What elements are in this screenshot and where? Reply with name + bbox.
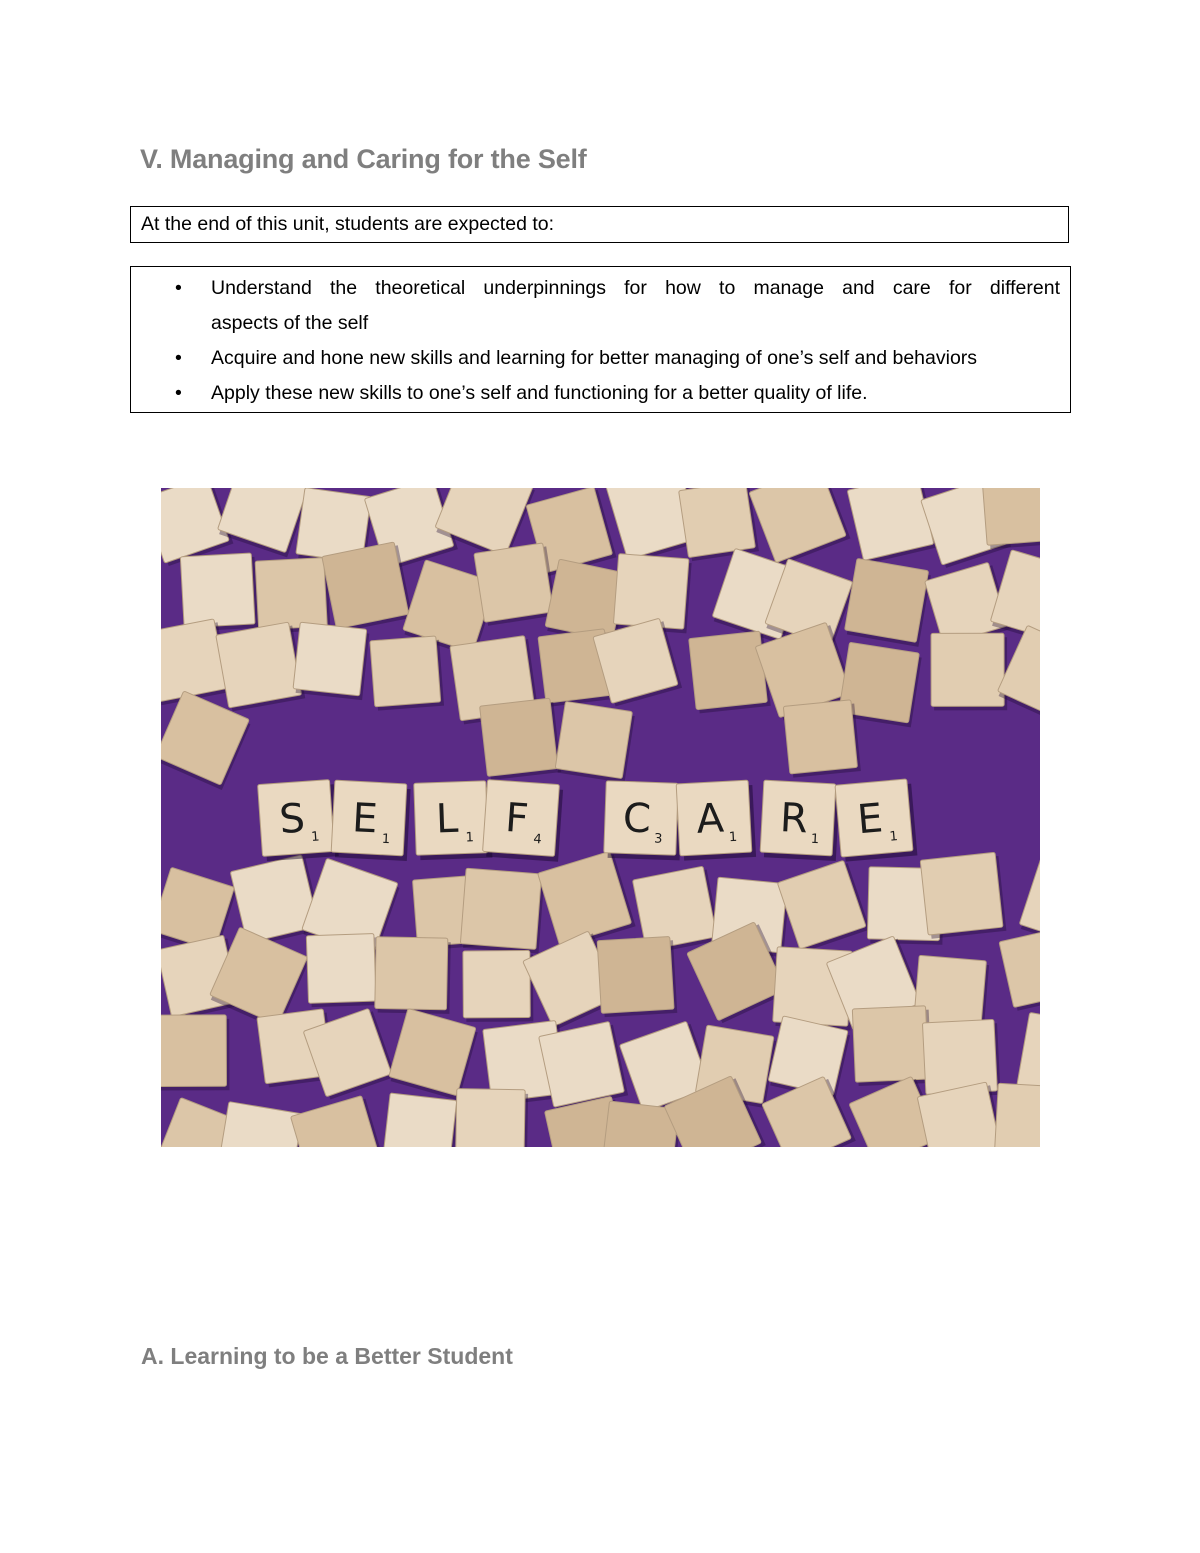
- blank-tile: [456, 1089, 529, 1147]
- objectives-box: [130, 266, 1071, 413]
- letter-tile: [331, 780, 411, 861]
- tile-letter: S: [277, 795, 307, 844]
- blank-tile: [783, 700, 861, 778]
- tile-value: 1: [310, 829, 321, 845]
- letter-tile: [676, 780, 756, 861]
- letter-tile: [482, 780, 563, 862]
- subsection-title: A. Learning to be a Better Student: [141, 1343, 513, 1369]
- tile-letter: L: [435, 795, 459, 843]
- letter-tile: [414, 781, 493, 861]
- blank-tile: [480, 698, 562, 781]
- objectives-list: [131, 271, 1070, 411]
- blank-tile: [555, 701, 636, 783]
- tile-value: 1: [381, 831, 391, 848]
- blank-tile: [931, 633, 1007, 710]
- tile-letter: R: [778, 795, 810, 843]
- page-title: V. Managing and Caring for the Self: [140, 144, 587, 174]
- objective-item: [131, 271, 1070, 341]
- letter-tile: [760, 780, 840, 861]
- objective-text: Understand the theoretical underpinnings for how to manage and care for different: [211, 277, 1060, 299]
- blank-tile: [382, 1093, 459, 1147]
- tile-value: 4: [532, 831, 543, 848]
- letter-tile: [258, 779, 339, 861]
- blank-tile: [852, 1006, 932, 1087]
- blank-tile: [597, 936, 677, 1017]
- tile-letter: F: [503, 794, 531, 843]
- tile-letter: E: [351, 795, 379, 843]
- objective-text: Acquire and hone new skills and learning for better managing of one’s self and behaviors: [211, 347, 978, 369]
- blank-tile: [474, 542, 557, 626]
- objective-text: Apply these new skills to one’s self and functioning for a better quality of life.: [211, 382, 868, 404]
- blank-tile: [293, 622, 370, 700]
- blank-tile: [689, 631, 771, 714]
- blank-tile: [994, 1083, 1040, 1147]
- letter-tile: [835, 779, 917, 862]
- blank-tile: [322, 541, 413, 632]
- self-care-tiles-photo: [161, 488, 1040, 1147]
- blank-tile: [216, 622, 305, 712]
- tile-letter: E: [855, 795, 885, 844]
- bullet-icon: •: [175, 277, 182, 299]
- tile-letter: C: [622, 795, 652, 843]
- blank-tile: [539, 1021, 629, 1111]
- tile-value: 1: [465, 830, 475, 846]
- blank-tile: [920, 852, 1006, 939]
- blank-tile: [306, 933, 379, 1007]
- objective-item: [131, 341, 1070, 376]
- blank-tile: [180, 553, 258, 632]
- blank-tile: [463, 950, 533, 1021]
- blank-tile: [844, 558, 932, 646]
- intro-box: [130, 206, 1069, 243]
- objective-text-continued: aspects of the self: [211, 312, 369, 334]
- intro-text: At the end of this unit, students are expected to:: [141, 213, 555, 235]
- blank-tile: [375, 937, 451, 1014]
- blank-tile: [460, 868, 545, 953]
- blank-tile: [679, 488, 759, 562]
- blank-tile: [161, 1015, 230, 1091]
- tile-value: 1: [728, 829, 738, 846]
- bullet-icon: •: [175, 382, 182, 404]
- blank-tile: [370, 636, 444, 711]
- tile-value: 3: [653, 831, 663, 847]
- letter-tile: [604, 781, 683, 861]
- objective-item: [131, 376, 1070, 411]
- blank-tile: [255, 557, 330, 633]
- tile-letter: A: [695, 795, 725, 843]
- tile-value: 1: [810, 831, 820, 848]
- bullet-icon: •: [175, 347, 182, 369]
- blank-tile: [982, 488, 1040, 549]
- tile-value: 1: [888, 829, 899, 845]
